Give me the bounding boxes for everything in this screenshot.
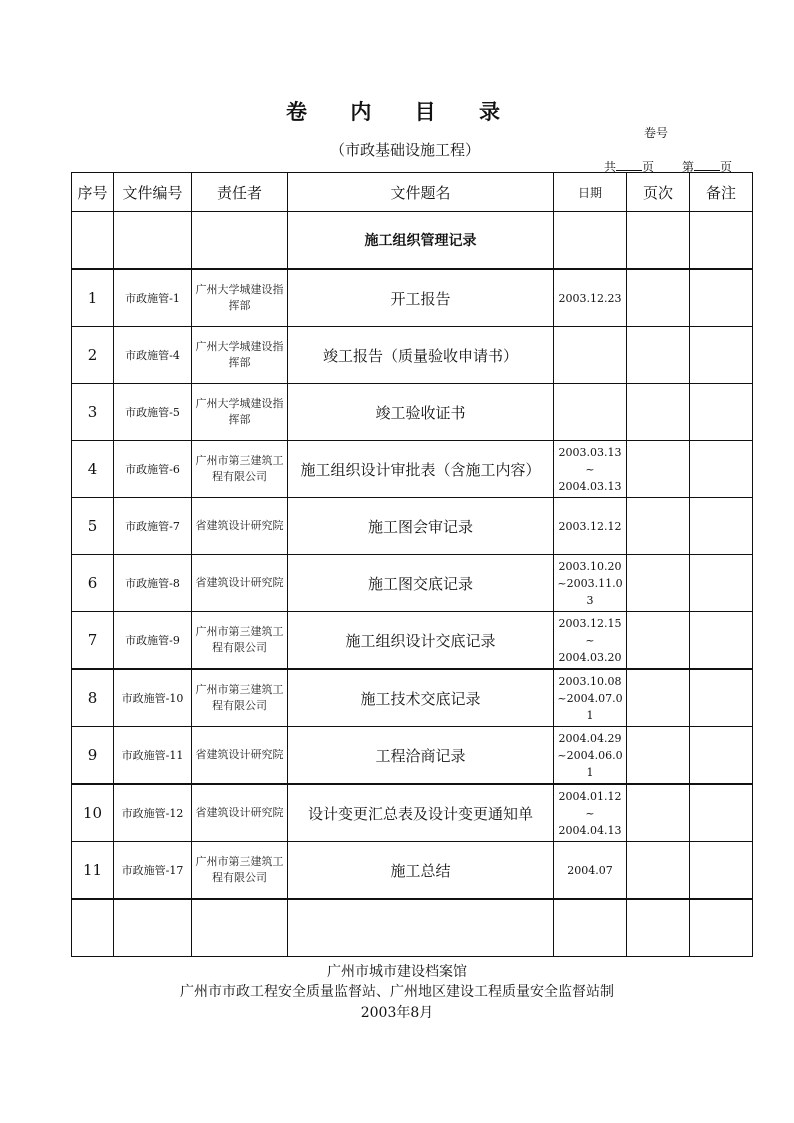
file-title: 开工报告 (288, 269, 554, 327)
col-header-no: 序号 (72, 173, 114, 212)
date-line: 2004.07 (567, 863, 613, 877)
row-number: 4 (72, 441, 114, 498)
row-number: 6 (72, 555, 114, 612)
col-header-remarks: 备注 (690, 173, 753, 212)
table-row (72, 327, 753, 384)
file-date (554, 842, 627, 900)
row-number: 3 (72, 384, 114, 441)
file-title: 施工图会审记录 (288, 498, 554, 555)
date-line: 1 (586, 765, 594, 779)
responsible-party: 广州市第三建筑工程有限公司 (192, 669, 288, 727)
table-header-row (72, 173, 753, 212)
file-title: 竣工报告（质量验收申请书） (288, 327, 554, 384)
total-label: 共 (604, 160, 617, 174)
row-number: 5 (72, 498, 114, 555)
section-row (72, 212, 753, 270)
file-code: 市政施管-9 (114, 612, 192, 670)
responsible-party: 广州大学城建设指挥部 (192, 269, 288, 327)
footer-issuer: 广州市市政工程安全质量监督站、广州地区建设工程质量安全监督站制 (180, 984, 614, 1000)
remarks (690, 555, 753, 612)
file-code: 市政施管-12 (114, 784, 192, 842)
responsible-party: 广州市第三建筑工程有限公司 (192, 612, 288, 670)
file-code: 市政施管-17 (114, 842, 192, 900)
page-range (627, 555, 690, 612)
file-code: 市政施管-10 (114, 669, 192, 727)
table-row (72, 784, 753, 842)
sheet-no-blank (694, 159, 720, 171)
page-label-2: 页 (720, 160, 733, 174)
catalog-table (71, 172, 753, 957)
file-date (554, 441, 627, 498)
table-row (72, 669, 753, 727)
page-label: 页 (642, 160, 655, 174)
row-number: 8 (72, 669, 114, 727)
responsible-party: 省建筑设计研究院 (192, 784, 288, 842)
file-title: 施工组织设计审批表（含施工内容） (288, 441, 554, 498)
responsible-party: 广州市第三建筑工程有限公司 (192, 441, 288, 498)
file-title: 工程洽商记录 (288, 727, 554, 785)
sheet-no-label: 第 (682, 160, 695, 174)
date-line: 2004.04.29 (558, 731, 622, 745)
col-header-date: 日期 (554, 173, 627, 212)
date-line: 3 (586, 593, 594, 607)
date-line: 1 (586, 708, 594, 722)
responsible-party: 省建筑设计研究院 (192, 727, 288, 785)
page-range (627, 727, 690, 785)
file-date (554, 269, 627, 327)
remarks (690, 498, 753, 555)
remarks (690, 842, 753, 900)
date-line: 2003.03.13 (558, 445, 622, 459)
date-line: ~ (585, 462, 595, 476)
responsible-party: 省建筑设计研究院 (192, 555, 288, 612)
page-range (627, 669, 690, 727)
row-number: 7 (72, 612, 114, 670)
date-line: 2003.10.08 (558, 674, 622, 688)
file-code: 市政施管-4 (114, 327, 192, 384)
remarks (690, 784, 753, 842)
remarks (690, 269, 753, 327)
total-pages-blank (616, 159, 642, 171)
file-date (554, 669, 627, 727)
date-line: 2003.12.23 (558, 291, 622, 305)
file-title: 施工图交底记录 (288, 555, 554, 612)
col-header-title: 文件题名 (288, 173, 554, 212)
responsible-party: 省建筑设计研究院 (192, 498, 288, 555)
date-line: ~ (585, 633, 595, 647)
date-line: 2004.03.13 (558, 479, 622, 493)
file-date (554, 727, 627, 785)
table-row (72, 441, 753, 498)
table-row (72, 555, 753, 612)
file-date (554, 555, 627, 612)
page-title: 卷 内 目 录 (286, 99, 518, 124)
date-line: 2003.12.15 (558, 616, 622, 630)
page-range (627, 384, 690, 441)
file-date (554, 498, 627, 555)
table-row (72, 269, 753, 327)
page-subtitle: （市政基础设施工程） (330, 141, 481, 159)
row-number: 10 (72, 784, 114, 842)
file-title: 施工组织设计交底记录 (288, 612, 554, 670)
table-row (72, 498, 753, 555)
responsible-party: 广州大学城建设指挥部 (192, 384, 288, 441)
file-code: 市政施管-7 (114, 498, 192, 555)
date-line: 2003.10.20 (558, 559, 622, 573)
section-title: 施工组织管理记录 (288, 212, 554, 270)
row-number: 2 (72, 327, 114, 384)
table-row (72, 612, 753, 670)
date-line: ~ (585, 806, 595, 820)
date-line: ~2004.06.0 (557, 748, 623, 762)
responsible-party: 广州市第三建筑工程有限公司 (192, 842, 288, 900)
row-number: 9 (72, 727, 114, 785)
file-date (554, 612, 627, 670)
page-range (627, 327, 690, 384)
file-date (554, 384, 627, 441)
remarks (690, 384, 753, 441)
remarks (690, 612, 753, 670)
page-range (627, 498, 690, 555)
file-title: 施工总结 (288, 842, 554, 900)
row-number: 11 (72, 842, 114, 900)
file-title: 施工技术交底记录 (288, 669, 554, 727)
footer-archive-name: 广州市城市建设档案馆 (327, 964, 467, 980)
date-line: 2004.01.12 (558, 789, 622, 803)
date-line: 2004.04.13 (558, 823, 622, 837)
file-code: 市政施管-11 (114, 727, 192, 785)
date-line: ~2003.11.0 (557, 576, 623, 590)
volume-number-label: 卷号 (644, 126, 669, 140)
table-row (72, 384, 753, 441)
date-line: 2003.12.12 (558, 519, 622, 533)
empty-row (72, 899, 753, 957)
file-title: 竣工验收证书 (288, 384, 554, 441)
remarks (690, 669, 753, 727)
page-range (627, 441, 690, 498)
responsible-party: 广州大学城建设指挥部 (192, 327, 288, 384)
file-date (554, 784, 627, 842)
date-line: ~2004.07.0 (557, 691, 623, 705)
col-header-code: 文件编号 (114, 173, 192, 212)
file-title: 设计变更汇总表及设计变更通知单 (288, 784, 554, 842)
table-row (72, 842, 753, 900)
remarks (690, 327, 753, 384)
page-range (627, 784, 690, 842)
col-header-responsible: 责任者 (192, 173, 288, 212)
date-line: 2004.03.20 (558, 650, 622, 664)
file-code: 市政施管-5 (114, 384, 192, 441)
page-range (627, 842, 690, 900)
col-header-pages: 页次 (627, 173, 690, 212)
row-number: 1 (72, 269, 114, 327)
file-code: 市政施管-6 (114, 441, 192, 498)
file-date (554, 327, 627, 384)
page-range (627, 269, 690, 327)
file-code: 市政施管-8 (114, 555, 192, 612)
table-row (72, 727, 753, 785)
footer-date: 2003年8月 (360, 1005, 434, 1021)
file-code: 市政施管-1 (114, 269, 192, 327)
page-range (627, 612, 690, 670)
remarks (690, 441, 753, 498)
remarks (690, 727, 753, 785)
